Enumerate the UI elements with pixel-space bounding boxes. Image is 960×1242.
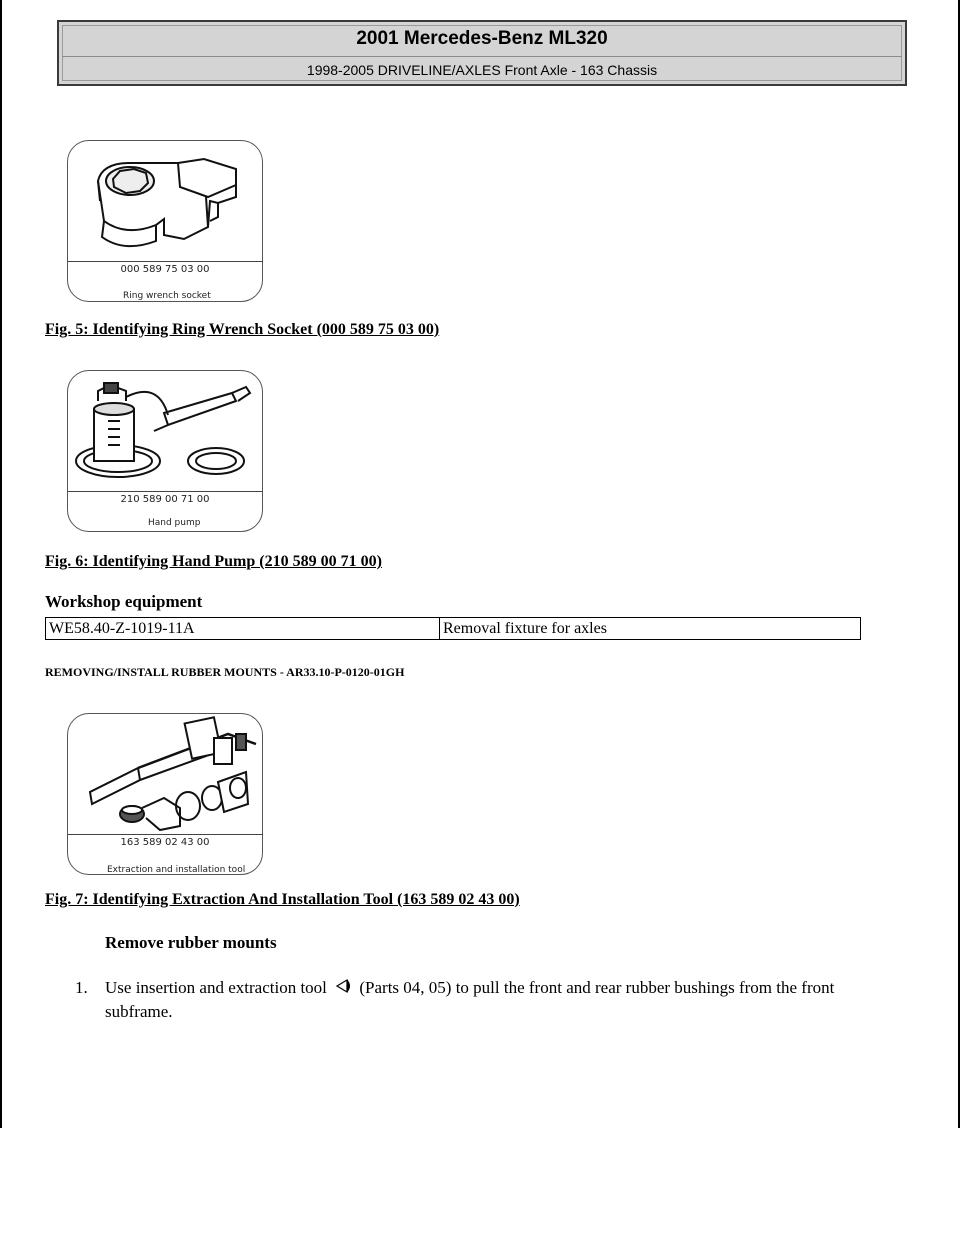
workshop-equipment-title: Workshop equipment (45, 592, 203, 611)
figure-tool-label: Hand pump (148, 518, 201, 528)
workshop-equipment-table (45, 617, 861, 640)
header-title: 2001 Mercedes-Benz ML320 (356, 28, 608, 49)
extraction-tool-illustration (68, 714, 262, 834)
figure-extraction-installation-tool (67, 713, 263, 875)
step-text (105, 977, 885, 1023)
page-border-left (0, 0, 2, 1128)
figure-part-number: 210 589 00 71 00 (120, 494, 210, 505)
figure-tool-label: Ring wrench socket (123, 291, 211, 301)
header-divider (62, 56, 902, 57)
tool-icon (333, 977, 353, 1001)
figure-caption-bar (68, 491, 262, 492)
figure-ring-wrench-socket (67, 140, 263, 302)
figure-part-number: 163 589 02 43 00 (120, 837, 210, 848)
hand-pump-illustration (68, 371, 262, 491)
figure-6-caption: Fig. 6: Identifying Hand Pump (210 589 00 71 00) (45, 553, 382, 570)
table-row (46, 618, 861, 640)
step-number: 1. (75, 978, 88, 997)
figure-part-number: 000 589 75 03 00 (120, 264, 210, 275)
procedure-title: REMOVING/INSTALL RUBBER MOUNTS - AR33.10-P-0120-01GH (45, 665, 405, 679)
figure-caption-bar (68, 261, 262, 262)
header-subtitle: 1998-2005 DRIVELINE/AXLES Front Axle - 163 Chassis (306, 62, 658, 78)
ring-wrench-socket-illustration (68, 141, 262, 261)
figure-5-caption: Fig. 5: Identifying Ring Wrench Socket (000 589 75 03 00) (45, 321, 440, 338)
equipment-code-cell: WE58.40-Z-1019-11A (46, 618, 440, 640)
figure-7-caption: Fig. 7: Identifying Extraction And Installation Tool (163 589 02 43 00) (45, 891, 520, 908)
page-header (57, 20, 907, 86)
equipment-description-cell: Removal fixture for axles (440, 618, 861, 640)
step-text-after: (Parts 04, 05) to pull the front and rear rubber bushings from the front subframe. (105, 978, 835, 1021)
step-text-before: Use insertion and extraction tool (105, 978, 327, 997)
figure-tool-label: Extraction and installation tool (107, 865, 246, 875)
procedure-subtitle: Remove rubber mounts (105, 933, 277, 952)
figure-hand-pump (67, 370, 263, 532)
figure-caption-bar (68, 834, 262, 835)
